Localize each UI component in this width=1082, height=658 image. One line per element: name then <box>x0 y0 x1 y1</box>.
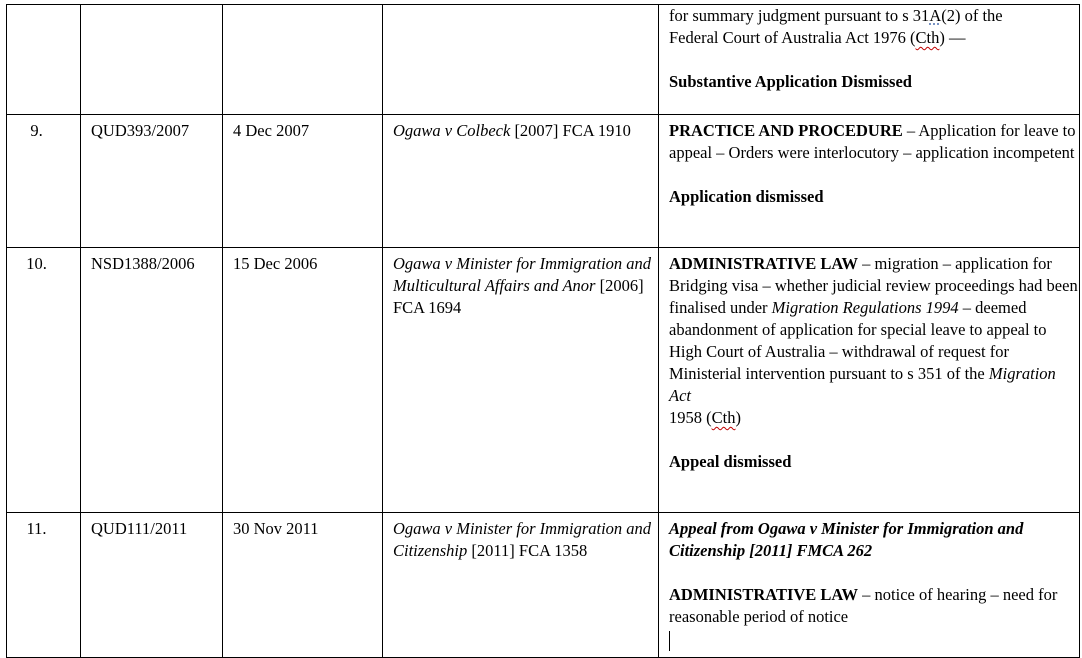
case-title: Ogawa v Minister for Immigration and Multicultural Affairs and Anor <box>393 254 652 295</box>
case-title: Ogawa v Minister for Immigration and Citizenship <box>393 519 652 560</box>
case-citation: [2006] FCA 1694 <box>393 276 644 317</box>
catchword-heading: PRACTICE AND PROCEDURE <box>669 121 903 140</box>
table-row <box>7 248 1080 513</box>
text-cursor <box>669 631 670 651</box>
file-number: QUD111/2011 <box>91 519 188 538</box>
summary-text: PRACTICE AND PROCEDURE – Application for leave to appeal – Orders were interlocutory – application incompetent <box>669 121 1076 162</box>
row-number-cell <box>7 513 81 658</box>
row-number: 10. <box>26 254 47 273</box>
file-number-cell <box>81 248 223 513</box>
table-row <box>7 115 1080 248</box>
date-cell <box>223 513 383 658</box>
citation-cell <box>383 513 659 658</box>
cases-table <box>6 4 1080 658</box>
spellcheck-mark: Cth <box>711 408 736 427</box>
summary-text: ADMINISTRATIVE LAW – notice of hearing – need for reasonable period of notice <box>669 585 1058 626</box>
regulation-name: Migration Regulations 1994 <box>771 298 959 317</box>
file-number: QUD393/2007 <box>91 121 190 140</box>
date-cell <box>223 248 383 513</box>
row-number-cell <box>7 115 81 248</box>
case-title: Ogawa v Colbeck <box>393 121 511 140</box>
citation-cell <box>383 248 659 513</box>
row-number: 9. <box>30 121 43 140</box>
table-row <box>7 5 1080 115</box>
date-cell <box>223 5 383 115</box>
summary-cell <box>659 248 1080 513</box>
row-number-cell <box>7 5 81 115</box>
file-number-cell <box>81 115 223 248</box>
citation-cell <box>383 115 659 248</box>
summary-text: for summary judgment pursuant to s 31A(2) of the Federal Court of Australia Act 1976 (Cth) — <box>669 6 1003 47</box>
summary-cell <box>659 115 1080 248</box>
row-number-cell <box>7 248 81 513</box>
case-citation: [2011] FCA 1358 <box>467 541 588 560</box>
case-citation: [2007] FCA 1910 <box>510 121 631 140</box>
row-number: 11. <box>26 519 47 538</box>
result: Application dismissed <box>669 187 824 206</box>
date-cell <box>223 115 383 248</box>
summary-cell[interactable] <box>659 513 1080 658</box>
spellcheck-mark: A <box>929 6 942 25</box>
result: Substantive Application Dismissed <box>669 72 912 91</box>
judgment-date: 15 Dec 2006 <box>233 254 318 273</box>
table-row <box>7 513 1080 658</box>
result: Appeal dismissed <box>669 452 792 471</box>
citation-cell <box>383 5 659 115</box>
file-number-cell <box>81 5 223 115</box>
summary-text: ADMINISTRATIVE LAW – migration – application for Bridging visa – whether judicial review proceedings had been finalised under Migration Regulations 1994 – deemed abandonment of application for special leave to appeal to High Court of Australia – withdrawal of request for Ministerial intervention pursuant to s 351 of the Migration Act 1958 (Cth) <box>669 254 1078 427</box>
appeal-from: Appeal from Ogawa v Minister for Immigration and Citizenship [2011] FMCA 262 <box>669 519 1024 560</box>
file-number: NSD1388/2006 <box>91 254 195 273</box>
catchword-heading: ADMINISTRATIVE LAW <box>669 585 859 604</box>
summary-cell <box>659 5 1080 115</box>
judgment-date: 30 Nov 2011 <box>233 519 319 538</box>
file-number-cell <box>81 513 223 658</box>
spellcheck-mark: Cth <box>915 28 940 47</box>
judgment-date: 4 Dec 2007 <box>233 121 310 140</box>
catchword-heading: ADMINISTRATIVE LAW <box>669 254 859 273</box>
act-name: Migration Act <box>669 364 1056 405</box>
